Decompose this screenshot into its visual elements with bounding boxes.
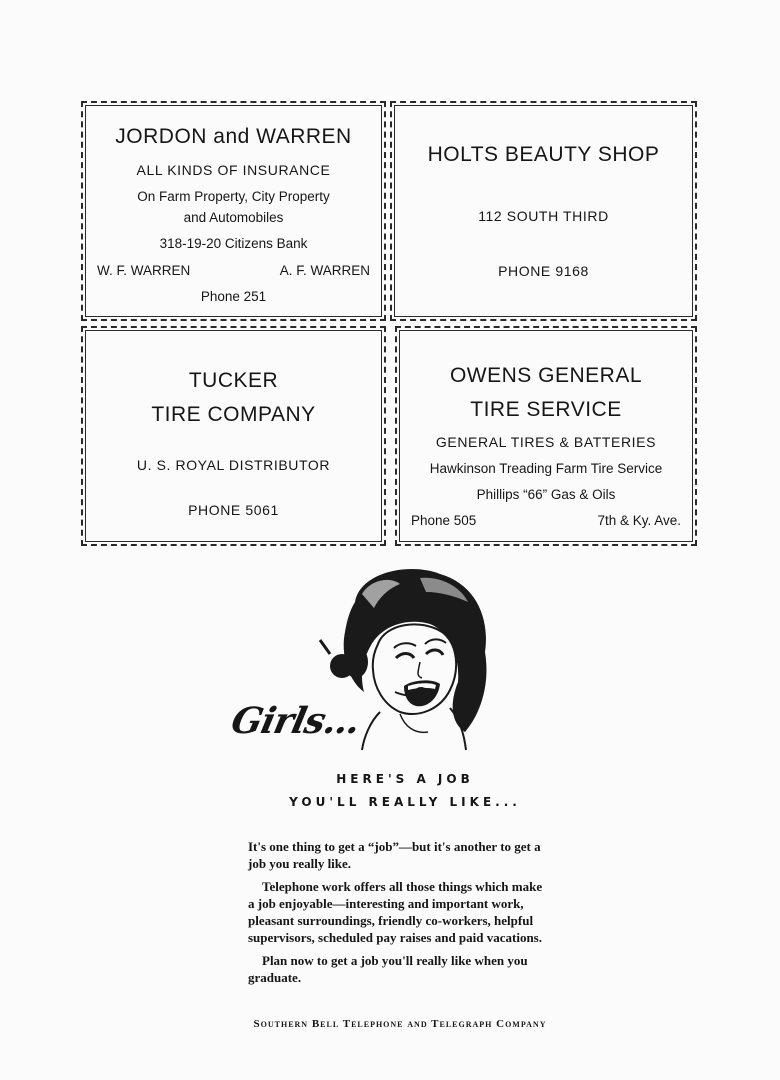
business-phone: PHONE 9168 (498, 263, 589, 279)
business-name: TIRE SERVICE (470, 398, 622, 421)
ad-text-line: and Automobiles (183, 210, 284, 225)
business-phone: PHONE 5061 (188, 502, 279, 518)
ad-body-copy (248, 838, 548, 992)
business-name: JORDON and WARREN (115, 125, 352, 148)
headline-line-1: HERE'S A JOB (336, 772, 474, 786)
body-paragraph: Telephone work offers all those things which make a job enjoyable—interesting and important work, pleasant surroundings, friendly co-workers, helpful supervisors, scheduled pay raises and paid vacations. (248, 879, 543, 945)
business-address: 318-19-20 Citizens Bank (159, 236, 308, 251)
headline-line-2: YOU'LL REALLY LIKE... (289, 795, 521, 809)
business-name: OWENS GENERAL (449, 364, 643, 387)
business-tagline: U. S. ROYAL DISTRIBUTOR (136, 457, 331, 473)
business-address: 112 SOUTH THIRD (478, 208, 609, 224)
owners-row (97, 263, 370, 278)
business-tagline: GENERAL TIRES & BATTERIES (435, 434, 657, 450)
business-name: TIRE COMPANY (151, 403, 316, 426)
ad-jordon-warren (81, 101, 386, 321)
business-phone: Phone 505 (411, 513, 477, 528)
ad-text-line: Phillips “66” Gas & Oils (476, 487, 616, 502)
company-signature: Southern Bell Telephone and Telegraph Company (253, 1018, 547, 1030)
ad-text-line: Hawkinson Treading Farm Tire Service (429, 461, 663, 476)
business-phone: Phone 251 (200, 289, 267, 304)
body-paragraph: Plan now to get a job you'll really like when you graduate. (248, 953, 528, 985)
business-name: TUCKER (188, 369, 279, 392)
business-address: 7th & Ky. Ave. (597, 513, 681, 528)
owner-name: A. F. WARREN (279, 263, 370, 278)
script-title: Girls... (227, 700, 364, 742)
body-paragraph: It's one thing to get a “job”—but it's another to get a job you really like. (248, 839, 541, 871)
phone-address-row (411, 513, 681, 528)
ad-holts-beauty-shop (390, 101, 697, 321)
business-tagline: ALL KINDS OF INSURANCE (136, 162, 331, 178)
owner-name: W. F. WARREN (97, 263, 191, 278)
ad-owens-general-tire (395, 326, 697, 546)
ad-text-line: On Farm Property, City Property (137, 189, 330, 204)
ad-tucker-tire (81, 326, 386, 546)
business-name: HOLTS BEAUTY SHOP (427, 143, 660, 166)
